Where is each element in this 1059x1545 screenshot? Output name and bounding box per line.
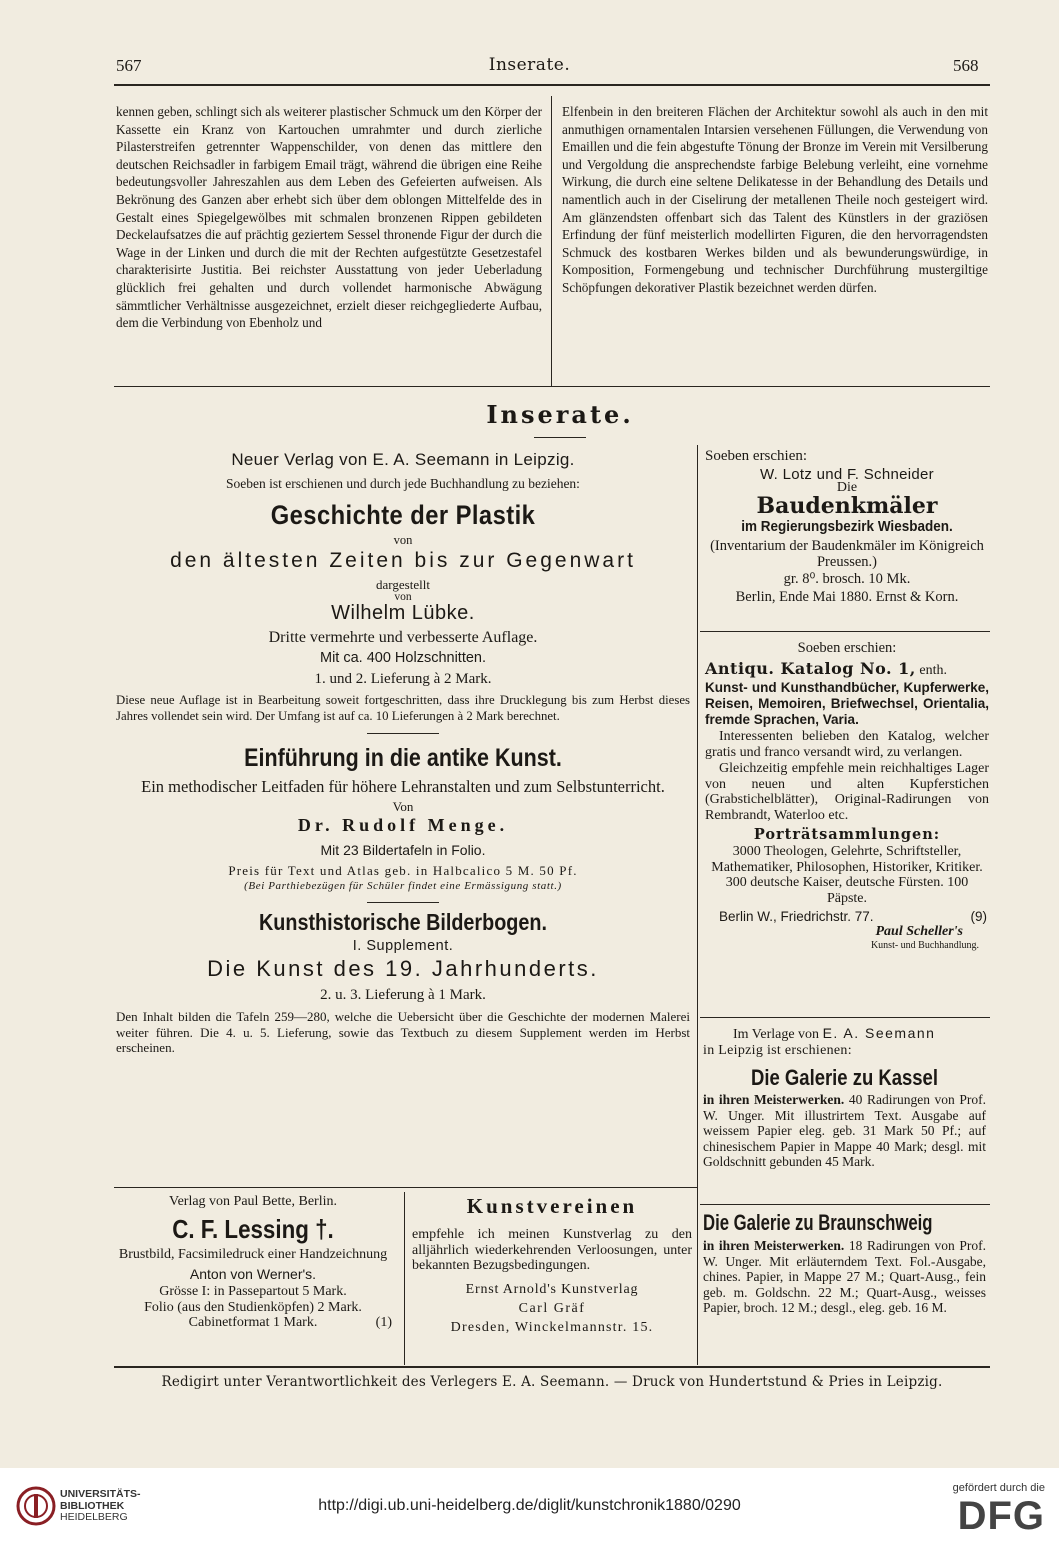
- lotz-subtitle: im Regierungsbezirk Wiesbaden.: [741, 518, 953, 535]
- scheller-contents: Kunst- und Kunsthandbücher, Kupferwerke, Reisen, Memoiren, Briefwechsel, Orientalia, fremde Sprachen, Varia.: [705, 680, 989, 727]
- running-title: Inserate.: [488, 55, 571, 75]
- arnold-text: empfehle ich meinen Kunstverlag zu den alljährlich wiederkehrenden Verloosungen, unter bekannten Bezugsbedingungen.: [412, 1227, 692, 1273]
- arnold-owner: Carl Gräf: [518, 1300, 586, 1316]
- bette-title: C. F. Lessing †.: [172, 1214, 334, 1244]
- scheller-text-3: 3000 Theologen, Gelehrte, Schriftsteller, Mathematiker, Philosophen, Historiker, Kritiker. 300 deutsche Kaiser, deutsche Fürsten. 100 Päpste.: [711, 844, 983, 906]
- scheller-signature-sub: Kunst- und Buchhandlung.: [870, 940, 979, 951]
- arnold-address: Dresden, Winckelmannstr. 15.: [450, 1319, 654, 1335]
- article-end-rule: [114, 386, 990, 387]
- book1-edition: Dritte vermehrte und verbesserte Auflage.: [268, 629, 538, 646]
- book3-note: Den Inhalt bilden die Tafeln 259—280, welche die Uebersicht über die Geschichte der modernen Malerei weiter führen. Die 4. u. 5. Lieferung, sowie das Textbuch zu diesem Supplement werden im Herbst erscheinen.: [116, 1009, 690, 1055]
- bette-price-2: Folio (aus den Studienköpfen) 2 Mark.: [144, 1299, 362, 1315]
- scheller-address: Berlin W., Friedrichstr. 77.: [719, 909, 874, 924]
- book1-title: Geschichte der Plastik: [270, 500, 536, 530]
- book2-subtitle: Ein methodischer Leitfaden für höhere Lehranstalten und zum Selbstunterricht.: [141, 777, 665, 796]
- title-underline: [534, 437, 586, 438]
- bette-price-1: Grösse I: in Passepartout 5 Mark.: [159, 1284, 347, 1299]
- book2-plates: Mit 23 Bildertafeln in Folio.: [320, 842, 486, 858]
- kassel-intro-line-1: [703, 1025, 986, 1043]
- lotz-footer: Berlin, Ende Mai 1880. Ernst & Korn.: [735, 589, 959, 605]
- article-right-column: Elfenbein in den breiteren Flächen der Architektur sowohl als auch in den mit anmuthigen ornamentalen Intarsien versehenen Füllungen, die Verwendung von Emaillen und die fein abgestufte Tönung der Bronze im Verein mit Versilberung und Vergoldung die ansprechendste farbige Belebung verleiht, eine vornehme Wirkung, die durch eine seltene Delikatesse in der Behandlung des Details und namentlich auch in der Ciselirung der metallenen Theile noch gesteigert wird. Am glänzendsten offenbart sich das Talent des Künstlers in der graziösen Erfindung der fünf meisterlich modellirten Figuren, die den hervorragendsten Schmuck des kostbaren Werkes bilden und als bewunderungswürdige, in Komposition, Formengebung und technischer Durchführung mustergiltige Schöpfungen dekorativer Plastik bezeichnet werden dürfen.: [562, 104, 988, 295]
- book3-supplement: I. Supplement.: [352, 938, 454, 954]
- book1-dargestellt: dargestellt: [376, 577, 430, 592]
- ad-arnold: [412, 1194, 692, 1336]
- scheller-ad-number: (9): [970, 909, 987, 924]
- lotz-parenthetical: (Inventarium der Baudenkmäler im Königreich Preussen.): [710, 538, 984, 570]
- divider-1: [367, 733, 439, 734]
- kassel-text: 40 Radirungen von Prof. W. Unger. Mit illustrirtem Text. Ausgabe auf weissem Papier eleg. geb. 31 Mark 50 Pf.; auf chinesischem Papier in Mappe 40 Mark; desgl. mit Goldschnitt gebunden 45 Mark.: [703, 1092, 986, 1169]
- article-left-column: kennen geben, schlingt sich als weiterer plastischer Schmuck um den Körper der Kassette ein Kranz von Kartouchen umrahmter und durch zierliche Pilasterstreifen getrennter Wappenschilder, von denen das mittlere den deutschen Reichsadler in farbigem Email trägt, während die übrigen eine Reihe bedeutungsvoller Jahreszahlen aus dem Leben des Gefeierten aufweisen. Als Bekrönung des Ganzen aber erhebt sich über dem oblongen Mittelfelde des in Gestalt eines Spiegelgewölbes mit schmalen bronzenen Rippen gebildeten Deckelaufsatzes die auf prächtig geziertem Sessel thronende Figur der durch die Wage in der Linken und durch die mit der Rechten aufgestützte Gesetzestafel charakterisirte Justitia. Bei reichster Ausstattung von jeder Ueberladung glücklich frei gehalten und durch vollendet harmonische Abwägung sämmtlicher Verhältnisse ausgezeichnet, erzielt dieser reichgegliederte Aufbau, dem die Verbindung von Ebenholz und: [116, 104, 542, 331]
- scheller-title-suffix: enth.: [919, 663, 947, 678]
- lotz-authors: W. Lotz und F. Schneider: [760, 466, 934, 483]
- kassel-intro-name: E. A. Seemann: [822, 1025, 936, 1041]
- book3-title: Kunsthistorische Bilderbogen.: [259, 909, 547, 935]
- divider-2: [367, 902, 439, 903]
- ad-scheller: [705, 640, 989, 951]
- scheller-text-1: Interessenten belieben den Katalog, welcher gratis und franco versandt wird, zu verlangen.: [705, 729, 989, 760]
- braunschweig-text: 18 Radirungen von Prof. W. Unger. Mit erläuterndem Text. Fol.-Ausgabe, chines. Papier, in Mappe 27 M.; Quart-Ausg., fein geb. m. Goldschn. 22 M.; Quart-Ausg., weisses Papier, broch. 12 M.; desgl., eleg. geb. 16 M.: [703, 1238, 986, 1315]
- book1-illustrations: Mit ca. 400 Holzschnitten.: [319, 650, 487, 666]
- book2-note: (Bei Parthiebezügen für Schüler findet eine Ermässigung statt.): [244, 880, 562, 892]
- book1-author: Wilhelm Lübke.: [331, 602, 475, 624]
- rule-kassel-braunschweig: [700, 1204, 990, 1205]
- ad-lotz: [705, 448, 989, 606]
- book2-author: Dr. Rudolf Menge.: [297, 815, 509, 835]
- arnold-title: Kunstvereinen: [466, 1194, 638, 1218]
- braunschweig-subtitle: in ihren Meisterwerken.: [703, 1238, 845, 1253]
- book1-note: Diese neue Auflage ist in Bearbeitung soweit fortgeschritten, dass ihre Drucklegung bis zum Herbst dieses Jahres vollendet sein wird. Der Umfang ist auf ca. 10 Lieferungen à 2 Mark berechnet.: [116, 693, 690, 723]
- lotz-intro: Soeben erschien:: [705, 448, 808, 464]
- book3-subtitle: Die Kunst des 19. Jahrhunderts.: [207, 956, 599, 981]
- digitization-footer: [0, 1468, 1059, 1545]
- ad-bette: [110, 1194, 396, 1331]
- seemann-intro: Soeben ist erschienen und durch jede Buchhandlung zu beziehen:: [226, 476, 580, 491]
- lotz-title: Baudenkmäler: [756, 493, 938, 519]
- ad-kassel: [703, 1025, 986, 1170]
- page-number-right: 568: [953, 56, 979, 75]
- book2-title: Einführung in die antike Kunst.: [244, 744, 562, 772]
- book2-von: Von: [392, 799, 414, 814]
- bette-price-3-text: Cabinetformat 1 Mark.: [188, 1315, 318, 1330]
- lower-ads-rule: [114, 1187, 698, 1188]
- kassel-intro-1: Im Verlage von: [733, 1027, 820, 1042]
- kassel-intro-2: in Leipzig ist erschienen:: [703, 1043, 852, 1058]
- imprint-rule: [114, 1366, 990, 1368]
- funded-by: gefördert durch die: [952, 1482, 1045, 1494]
- rule-lotz-scheller: [700, 631, 990, 632]
- ad-braunschweig: [703, 1210, 986, 1316]
- book1-price: 1. und 2. Lieferung à 2 Mark.: [314, 671, 492, 687]
- rule-scheller-kassel: [700, 1017, 990, 1018]
- bette-price-3: [110, 1315, 396, 1331]
- library-line-2: BIBLIOTHEK: [60, 1499, 125, 1512]
- library-line-1: UNIVERSITÄTS-: [60, 1488, 141, 1500]
- bette-description: Brustbild, Facsimiledruck einer Handzeichnung: [118, 1247, 388, 1262]
- scheller-title: Antiqu. Katalog No. 1,: [705, 659, 916, 678]
- column-divider: [551, 96, 552, 386]
- book1-subtitle: den ältesten Zeiten bis zur Gegenwart: [170, 549, 636, 572]
- scheller-title-line: [705, 659, 989, 679]
- permalink[interactable]: http://digi.ub.uni-heidelberg.de/diglit/kunstchronik1880/0290: [318, 1497, 741, 1514]
- braunschweig-body: [703, 1238, 986, 1316]
- ad-seemann: [116, 448, 690, 1056]
- scheller-intro: Soeben erschien:: [797, 640, 897, 656]
- book2-price: Preis für Text und Atlas geb. in Halbcalico 5 M. 50 Pf.: [228, 863, 578, 878]
- lower-ads-divider: [404, 1192, 405, 1365]
- imprint: Redigirt unter Verantwortlichkeit des Verlegers E. A. Seemann. — Druck von Hundertstund & Pries in Leipzig.: [161, 1374, 943, 1390]
- book1-von2: von: [394, 591, 412, 603]
- bette-ad-number: (1): [375, 1315, 392, 1330]
- scheller-title-2: Porträtsammlungen:: [753, 826, 941, 843]
- header-rule: [114, 84, 990, 86]
- library-line-3: HEIDELBERG: [60, 1511, 128, 1523]
- lotz-die: Die: [836, 480, 858, 495]
- kassel-body: [703, 1092, 986, 1170]
- arnold-firm: Ernst Arnold's Kunstverlag: [465, 1281, 639, 1297]
- scheller-address-line: [705, 909, 989, 924]
- book3-price: 2. u. 3. Lieferung à 1 Mark.: [320, 987, 486, 1003]
- seemann-publisher: Neuer Verlag von E. A. Seemann in Leipzig.: [231, 450, 575, 469]
- bette-author: Anton von Werner's.: [189, 1266, 317, 1282]
- kassel-title: Die Galerie zu Kassel: [751, 1065, 938, 1090]
- dfg-logo: DFG: [957, 1494, 1045, 1538]
- ads-column-divider: [697, 445, 698, 1365]
- kassel-subtitle: in ihren Meisterwerken.: [703, 1092, 845, 1107]
- page-number-left: 567: [116, 56, 142, 75]
- braunschweig-title: Die Galerie zu Braunschweig: [703, 1210, 933, 1235]
- section-title: Inserate.: [486, 400, 634, 429]
- scheller-text-2: Gleichzeitig empfehle mein reichhaltiges Lager von neuen und alten Kupferstichen (Grabstichelblätter), Original-Radirungen von Rembrandt, Waterloo etc.: [705, 761, 989, 823]
- book1-von: von: [393, 533, 413, 547]
- scheller-signature: Paul Scheller's: [875, 924, 963, 939]
- lotz-price: gr. 8⁰. brosch. 10 Mk.: [783, 571, 911, 587]
- bette-publisher: Verlag von Paul Bette, Berlin.: [169, 1194, 337, 1209]
